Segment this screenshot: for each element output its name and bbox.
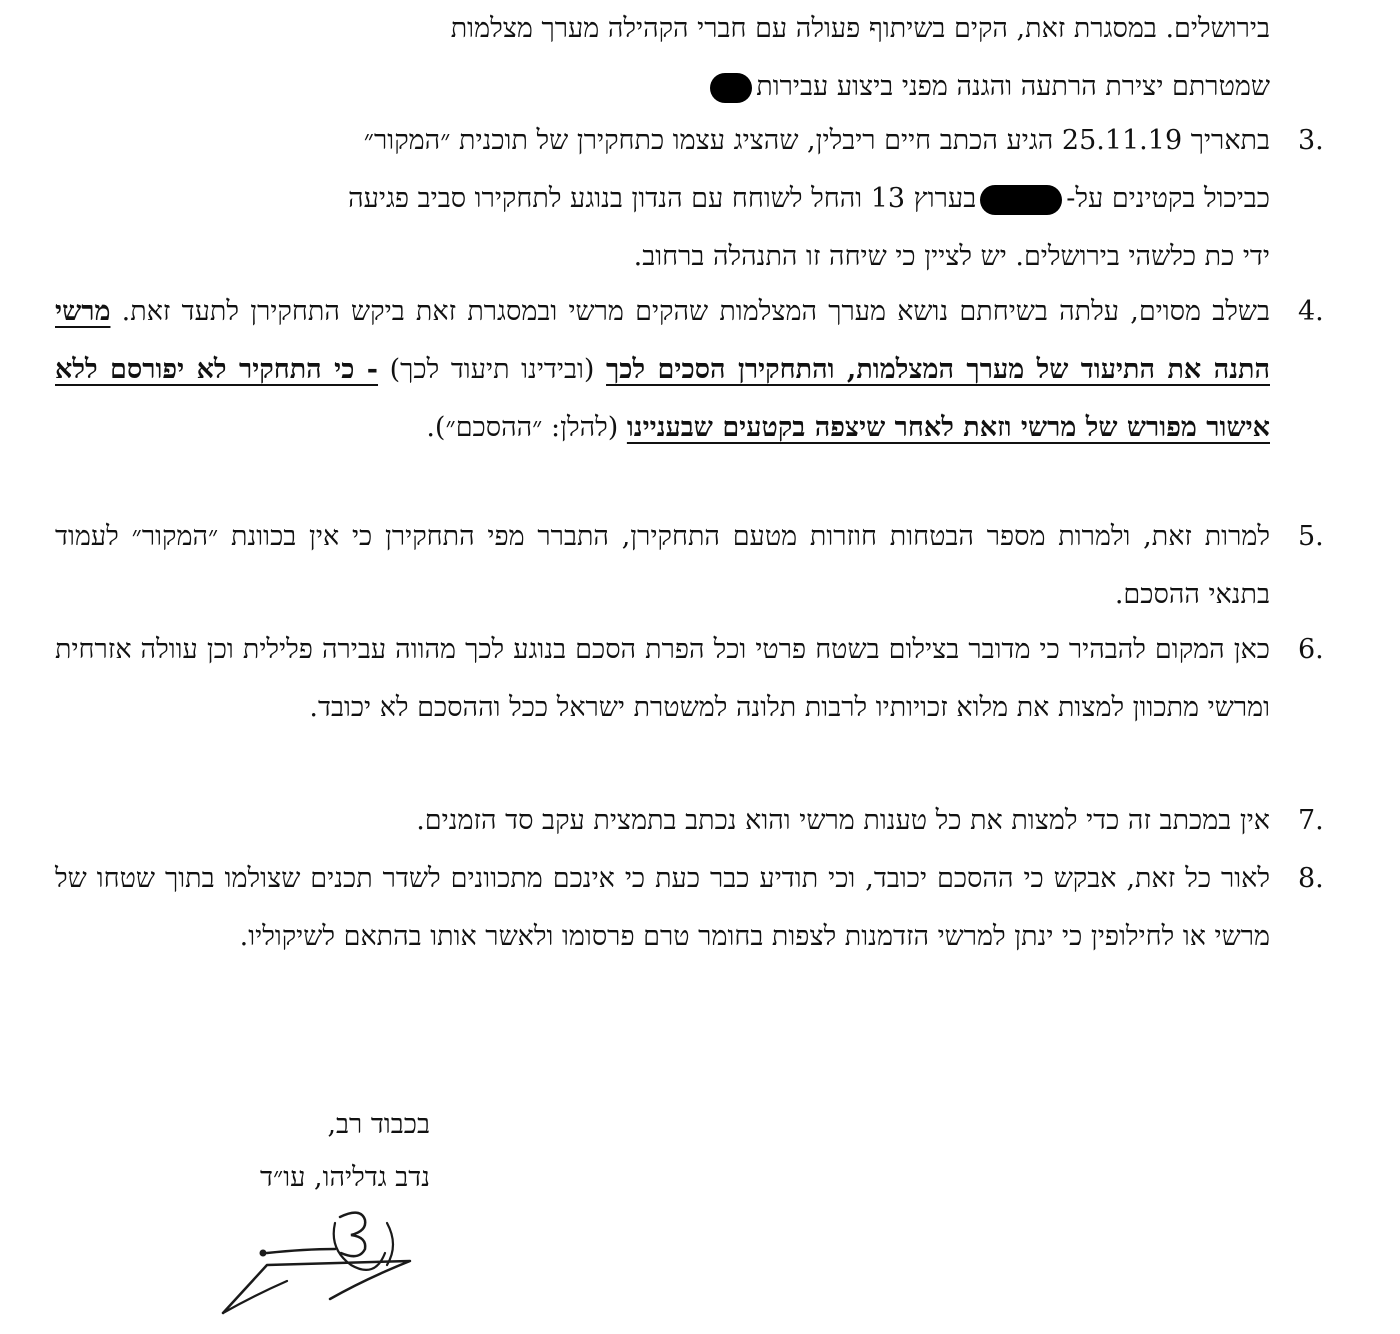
- paragraph-number: 7.: [1298, 805, 1324, 836]
- paragraph-line-text: כביכול בקטינים על-: [1066, 183, 1270, 214]
- paragraph-line-text: בערוץ 13 והחל לשוחח עם הנדון בנוגע לתחקירו סביב פגיעה: [348, 183, 977, 214]
- redaction-mark: [710, 73, 752, 103]
- paragraph-number: 6.: [1298, 634, 1324, 665]
- paragraph-line: [55, 170, 1270, 228]
- paragraph-line: בירושלים. במסגרת זאת, הקים בשיתוף פעולה עם חברי הקהילה מערך מצלמות: [450, 13, 1270, 44]
- paragraph-5: למרות זאת, ולמרות מספר הבטחות חוזרות מטעם התחקירן, התברר מפי התחקירן כי אין בכוונת ״המקור״ לעמוד בתנאי ההסכם.: [55, 521, 1270, 610]
- paragraph-text: בשלב מסוים, עלתה בשיחתם נושא מערך המצלמות שהקים מרשי ובמסגרת זאת ביקש התחקירן לתעד זאת.: [110, 296, 1270, 327]
- closing-salutation: בכבוד רב,: [327, 1109, 430, 1140]
- emphasized-text: - כי התחקיר לא יפורסם ללא אישור מפורש של מרשי וזאת לאחר שיצפה בקטעים שבעניינו: [55, 354, 1270, 443]
- emphasized-text: מרשי התנה את התיעוד של מערך המצלמות, והתחקירן הסכים לכך: [55, 296, 1270, 385]
- signature-image: [215, 1205, 425, 1320]
- paragraph-6: כאן המקום להבהיר כי מדובר בצילום בשטח פרטי וכל הפרת הסכם בנוגע לכך מהווה עבירה פלילית וכן עוולה אזרחית ומרשי מתכוון למצות את מלוא זכויותיו לרבות תלונה למשטרת ישראל ככל וההסכם לא יכובד.: [55, 634, 1270, 723]
- signatory-name: נדב גדליהו, עו״ד: [259, 1162, 430, 1193]
- paragraph-number: 8.: [1298, 863, 1324, 894]
- paragraph-3: [55, 112, 1270, 286]
- paragraph-line: ידי כת כלשהי בירושלים. יש לציין כי שיחה זו התנהלה ברחוב.: [633, 241, 1270, 272]
- redaction-mark: [980, 185, 1062, 215]
- paragraph-line-text: שמטרתם יצירת הרתעה והגנה מפני ביצוע עבירות: [756, 71, 1270, 102]
- paragraph-text: (ובידינו תיעוד לכך): [378, 354, 607, 385]
- paragraph-number: 4.: [1298, 296, 1324, 327]
- paragraph-7: אין במכתב זה כדי למצות את כל טענות מרשי והוא נכתב בתמצית עקב סד הזמנים.: [416, 805, 1270, 836]
- paragraph-line: [55, 58, 1270, 116]
- paragraph-number: 3.: [1298, 125, 1324, 156]
- paragraph-number: 5.: [1298, 521, 1324, 552]
- paragraph-text: (להלן: ״ההסכם״).: [426, 412, 627, 443]
- paragraph-4: [55, 283, 1270, 457]
- paragraph-8: לאור כל זאת, אבקש כי ההסכם יכובד, וכי תודיע כבר כעת כי אינכם מתכוונים לשדר תכנים שצולמו בתוך שטחו של מרשי או לחילופין כי ינתן למרשי הזדמנות לצפות בחומר טרם פרסומו ולאשר אותו בהתאם לשיקוליו.: [55, 863, 1270, 952]
- paragraph-continuation: [55, 0, 1270, 116]
- paragraph-line: בתאריך 25.11.19 הגיע הכתב חיים ריבלין, שהציג עצמו כתחקירן של תוכנית ״המקור״: [363, 125, 1270, 156]
